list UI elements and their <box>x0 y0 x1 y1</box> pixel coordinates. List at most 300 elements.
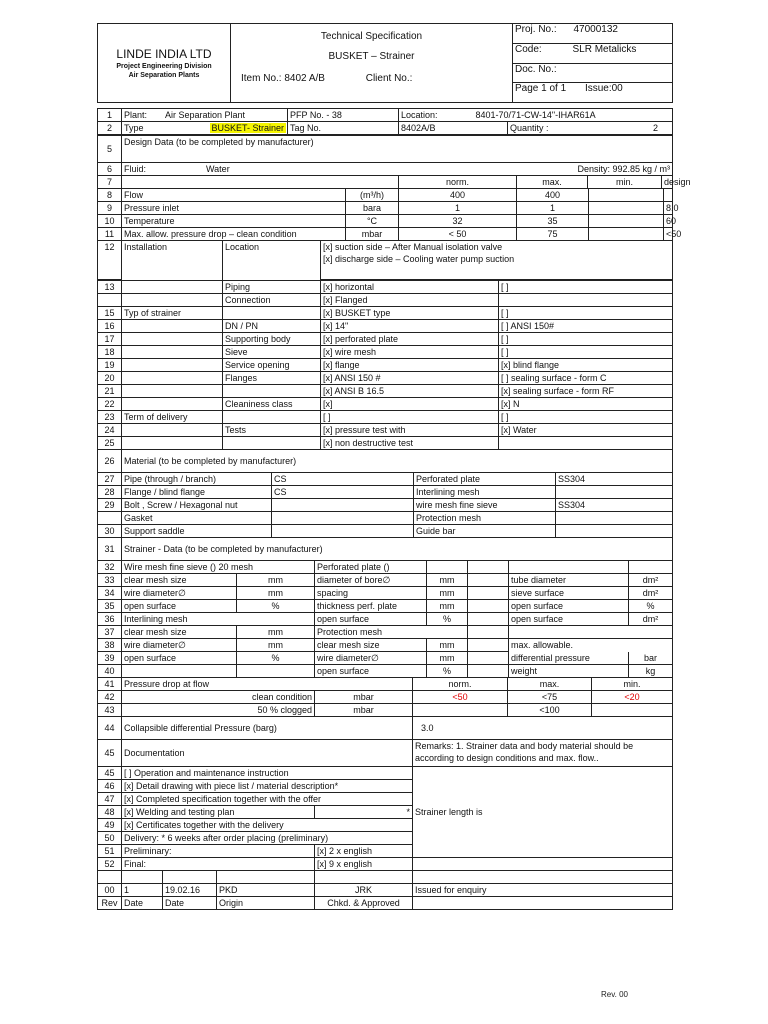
type-value: BUSKET- Strainer <box>211 123 285 133</box>
col-max: max. <box>508 678 592 691</box>
data-label: open surface <box>315 665 427 678</box>
data-unit: dm² <box>629 574 673 587</box>
material-part: Gasket <box>122 512 272 525</box>
material-value: CS <box>272 486 414 499</box>
data-label <box>509 626 673 639</box>
doc-item: Delivery: * 6 weeks after order placing (preliminary) <box>122 832 413 845</box>
strainer-item: Sieve <box>223 346 321 359</box>
origin-header: Origin <box>217 897 315 910</box>
strainer-option-b: [x] sealing surface - form RF <box>499 385 673 398</box>
strainer-option-a: [x] <box>321 398 499 411</box>
col-norm: norm. <box>399 176 517 189</box>
strainer-option-b: [x] blind flange <box>499 359 673 372</box>
data-unit: mm <box>237 626 315 639</box>
row-number: 32 <box>98 561 122 574</box>
strainer-option-a: [x] ANSI 150 # <box>321 372 499 385</box>
pd-max: <75 <box>508 691 592 704</box>
row-number: 42 <box>98 691 122 704</box>
location-label: Location <box>223 241 321 281</box>
data-label <box>509 561 629 574</box>
strainer-option-a: [x] ANSI B 16.5 <box>321 385 499 398</box>
col-min: min. <box>592 678 673 691</box>
pd-max: <100 <box>508 704 592 717</box>
strainer-group <box>122 333 223 346</box>
blank-cell <box>315 871 413 884</box>
strainer-item <box>223 411 321 424</box>
data-unit: mm <box>427 574 468 587</box>
data-label: Protection mesh <box>315 626 468 639</box>
title-block <box>231 24 513 103</box>
design-label: Max. allow. pressure drop – clean condition <box>122 228 346 241</box>
pd-unit: mbar <box>315 691 413 704</box>
row-number: 15 <box>98 307 122 320</box>
material-value <box>272 499 414 512</box>
pfp-no: PFP No. - 38 <box>288 109 399 122</box>
strainer-group <box>122 385 223 398</box>
row-number: 40 <box>98 665 122 678</box>
row-number: 43 <box>98 704 122 717</box>
data-unit <box>237 665 315 678</box>
material-value <box>272 512 414 525</box>
row-number: 52 <box>98 858 122 871</box>
row-number: 28 <box>98 486 122 499</box>
data-unit: mm <box>427 639 468 652</box>
col-design: design <box>662 176 673 189</box>
pd-norm: <50 <box>413 691 508 704</box>
location-options <box>321 241 673 280</box>
material-table <box>97 449 673 538</box>
documentation-label: Documentation <box>122 740 413 767</box>
data-unit: mm <box>427 652 468 665</box>
company-block <box>98 24 231 103</box>
strainer-item: Supporting body <box>223 333 321 346</box>
division-name: Project Engineering Division <box>116 63 212 70</box>
strainer-option-b: [ ] <box>499 411 673 424</box>
row-number: 6 <box>98 163 122 176</box>
blank-cell <box>122 281 223 294</box>
row-number: 18 <box>98 346 122 359</box>
strainer-item <box>223 437 321 450</box>
quantity-value: 2 <box>652 123 658 133</box>
design-norm: < 50 <box>399 228 517 241</box>
data-label: Perforated plate () <box>315 561 427 574</box>
data-label: open surface <box>315 613 427 626</box>
strainer-group <box>122 346 223 359</box>
plant-label: Plant: <box>124 110 148 120</box>
location-label: Location: <box>401 110 438 120</box>
design-design: 8.0 <box>664 202 673 215</box>
data-unit: % <box>629 600 673 613</box>
design-max: 75 <box>517 228 589 241</box>
material-value <box>556 512 673 525</box>
rev-header: Rev <box>98 897 122 910</box>
data-unit: mm <box>237 574 315 587</box>
row-number: 50 <box>98 832 122 845</box>
design-unit: bara <box>346 202 399 215</box>
preliminary-cell <box>122 845 315 858</box>
blank-cell <box>468 626 509 639</box>
blank-cell <box>468 665 509 678</box>
data-label: open surface <box>122 600 237 613</box>
tag-label: Tag No. <box>288 122 399 135</box>
tag-value: 8402A/B <box>399 122 508 135</box>
strainer-data-table <box>97 537 673 678</box>
pd-min <box>592 704 673 717</box>
plant-value: Air Separation Plant <box>165 110 246 120</box>
data-label: clear mesh size <box>315 639 427 652</box>
connection-option: [x] Flanged <box>321 294 499 307</box>
blank-cell <box>413 871 673 884</box>
remarks-line-1: Remarks: 1. Strainer data and body material should be <box>415 741 634 751</box>
design-norm: 32 <box>399 215 517 228</box>
strainer-option-b: [ ] <box>499 307 673 320</box>
row-number: 38 <box>98 639 122 652</box>
proj-value: 47000132 <box>573 24 618 35</box>
quantity-label: Quantity : <box>510 123 549 133</box>
strainer-item <box>223 385 321 398</box>
row-number: 17 <box>98 333 122 346</box>
preliminary-value: [x] 2 x english <box>315 845 413 858</box>
installation-table <box>97 240 673 450</box>
design-unit: mbar <box>346 228 399 241</box>
data-label: max. allowable. <box>509 639 673 652</box>
material-part: Flange / blind flange <box>122 486 272 499</box>
row-number: 23 <box>98 411 122 424</box>
revision-description: Issued for enquiry <box>413 884 673 897</box>
strainer-option-b: [x] N <box>499 398 673 411</box>
blank-cell <box>468 587 509 600</box>
material-part: Interlining mesh <box>414 486 556 499</box>
data-label: differential pressure <box>509 652 629 665</box>
data-unit: % <box>237 652 315 665</box>
plant-unit: Air Separation Plants <box>128 72 200 79</box>
strainer-group <box>122 437 223 450</box>
row-number: 22 <box>98 398 122 411</box>
data-label: wire diameter∅ <box>122 639 237 652</box>
material-part: Guide bar <box>414 525 556 538</box>
row-number: 16 <box>98 320 122 333</box>
data-label: Wire mesh fine sieve () 20 mesh <box>122 561 315 574</box>
documentation-table <box>97 716 673 871</box>
remarks-line-2: according to design conditions and max. flow.. <box>415 753 599 763</box>
design-values-table <box>97 188 682 241</box>
code-cell <box>513 43 673 63</box>
location-value: 8401-70/71-CW-14"-IHAR61A <box>475 110 596 120</box>
material-heading: Material (to be completed by manufacturer) <box>122 450 673 473</box>
row-number: 37 <box>98 626 122 639</box>
data-unit: % <box>237 600 315 613</box>
code-value: SLR Metalicks <box>572 43 637 55</box>
type-cell <box>122 122 288 135</box>
company-name: LINDE INDIA LTD <box>116 47 212 61</box>
header-table <box>97 23 673 103</box>
doc-subtitle: BUSKET – Strainer <box>328 51 415 62</box>
density-value: Density: 992.85 kg / m³ <box>517 163 673 176</box>
doc-item: [ ] Operation and maintenance instruction <box>122 767 413 780</box>
strainer-item: Cleaniness class <box>223 398 321 411</box>
data-label: open surface <box>122 652 237 665</box>
design-min <box>589 189 664 202</box>
blank-cell <box>468 639 509 652</box>
strainer-option-a: [ ] <box>321 411 499 424</box>
material-value: SS304 <box>556 499 673 512</box>
material-value <box>272 525 414 538</box>
data-unit: dm² <box>629 613 673 626</box>
data-label: tube diameter <box>509 574 629 587</box>
location-option-1: [x] suction side – After Manual isolation valve <box>323 242 503 252</box>
row-number: 10 <box>98 215 122 228</box>
date-value: 1 <box>122 884 163 897</box>
pressure-drop-table <box>97 677 673 717</box>
row-number: 29 <box>98 499 122 512</box>
checked-value: JRK <box>315 884 413 897</box>
doc-type: Technical Specification <box>320 31 423 42</box>
row-number: 9 <box>98 202 122 215</box>
strainer-option-b: [x] Water <box>499 424 673 437</box>
row-number: 21 <box>98 385 122 398</box>
strainer-option-a: [x] wire mesh <box>321 346 499 359</box>
data-unit: dm² <box>629 587 673 600</box>
blank-cell <box>499 294 673 307</box>
material-part: Protection mesh <box>414 512 556 525</box>
strainer-length: Strainer length is <box>413 767 673 858</box>
strainer-item: Tests <box>223 424 321 437</box>
doc-mark: * <box>315 806 413 819</box>
design-min <box>589 228 664 241</box>
date-header: Date <box>163 897 217 910</box>
material-value <box>556 486 673 499</box>
data-unit: mm <box>237 639 315 652</box>
design-data-table <box>97 135 691 189</box>
doc-no-label: Doc. No.: <box>515 63 557 75</box>
col-min: min. <box>588 176 662 189</box>
final-value: [x] 9 x english <box>315 858 413 871</box>
design-unit: °C <box>346 215 399 228</box>
type-label: Type <box>124 123 144 133</box>
design-min <box>589 202 664 215</box>
strainer-option-a: [x] flange <box>321 359 499 372</box>
data-label: open surface <box>509 600 629 613</box>
row-number: 26 <box>98 450 122 473</box>
blank-cell <box>468 600 509 613</box>
row-number: 45 <box>98 767 122 780</box>
fluid-cell <box>122 163 517 176</box>
client-no: Client No.: <box>365 73 413 84</box>
design-design: <50 <box>664 228 673 241</box>
piping-option-b: [ ] <box>499 281 673 294</box>
data-unit: bar <box>629 652 673 665</box>
blank-cell <box>468 561 509 574</box>
strainer-item <box>223 307 321 320</box>
row-number: 33 <box>98 574 122 587</box>
row-number: 5 <box>98 136 122 163</box>
strainer-option-b: [ ] <box>499 346 673 359</box>
row-number: 19 <box>98 359 122 372</box>
material-value <box>556 525 673 538</box>
general-table <box>97 108 673 135</box>
preliminary-label: Preliminary: <box>124 846 172 856</box>
row-number: 36 <box>98 613 122 626</box>
data-label: clear mesh size <box>122 626 237 639</box>
date-header: Date <box>122 897 163 910</box>
pd-min: <20 <box>592 691 673 704</box>
blank-cell <box>122 176 399 189</box>
design-design <box>664 189 673 202</box>
row-number: 2 <box>98 122 122 135</box>
final-label: Final: <box>122 858 315 871</box>
collapsible-pressure-label: Collapsible differential Pressure (barg) <box>122 717 413 740</box>
data-unit: mm <box>427 600 468 613</box>
blank-cell <box>163 871 217 884</box>
pd-unit: mbar <box>315 704 413 717</box>
design-max: 1 <box>517 202 589 215</box>
location-cell <box>399 109 673 122</box>
item-no: Item No.: 8402 A/B <box>241 73 325 84</box>
design-unit: (m³/h) <box>346 189 399 202</box>
strainer-group <box>122 424 223 437</box>
data-label: diameter of bore∅ <box>315 574 427 587</box>
proj-no-cell <box>513 24 673 44</box>
strainer-option-b: [ ] ANSI 150# <box>499 320 673 333</box>
strainer-option-a: [x] perforated plate <box>321 333 499 346</box>
row-number: 46 <box>98 780 122 793</box>
material-part: Bolt , Screw / Hexagonal nut <box>122 499 272 512</box>
row-number: 35 <box>98 600 122 613</box>
data-label: weight <box>509 665 629 678</box>
design-label: Temperature <box>122 215 346 228</box>
data-label: spacing <box>315 587 427 600</box>
date-value: 19.02.16 <box>163 884 217 897</box>
material-part: Pipe (through / branch) <box>122 473 272 486</box>
issue-label: Issue:00 <box>584 83 623 95</box>
specification-sheet <box>97 23 691 910</box>
blank-cell <box>413 897 673 910</box>
origin-value: PKD <box>217 884 315 897</box>
blank-cell <box>98 871 122 884</box>
row-number: 47 <box>98 793 122 806</box>
row-number: 7 <box>98 176 122 189</box>
piping-option-a: [x] horizontal <box>321 281 499 294</box>
connection-label: Connection <box>223 294 321 307</box>
row-number: 20 <box>98 372 122 385</box>
code-label: Code: <box>515 43 542 55</box>
row-number: 51 <box>98 845 122 858</box>
design-norm: 1 <box>399 202 517 215</box>
row-number <box>98 294 122 307</box>
doc-item: [x] Welding and testing plan <box>122 806 315 819</box>
design-min <box>589 215 664 228</box>
design-max: 400 <box>517 189 589 202</box>
doc-item: [x] Completed specification together with the offer <box>122 793 413 806</box>
material-value: CS <box>272 473 414 486</box>
strainer-group <box>122 372 223 385</box>
design-label: Pressure inlet <box>122 202 346 215</box>
page-cell <box>513 83 673 103</box>
pd-norm <box>413 704 508 717</box>
blank-cell <box>468 613 509 626</box>
strainer-data-heading: Strainer - Data (to be completed by manufacturer) <box>122 538 673 561</box>
doc-item: [x] Detail drawing with piece list / material description* <box>122 780 413 793</box>
blank-cell <box>122 294 223 307</box>
row-number: 48 <box>98 806 122 819</box>
data-unit: % <box>427 665 468 678</box>
row-number: 44 <box>98 717 122 740</box>
material-part: Perforated plate <box>414 473 556 486</box>
data-unit: mm <box>427 587 468 600</box>
row-number <box>98 512 122 525</box>
row-number: 12 <box>98 241 122 280</box>
strainer-option-a: [x] 14" <box>321 320 499 333</box>
strainer-item: Flanges <box>223 372 321 385</box>
doc-item: [x] Certificates together with the delivery <box>122 819 413 832</box>
strainer-option-b: [ ] sealing surface - form C <box>499 372 673 385</box>
collapsible-pressure-value: 3.0 <box>413 717 673 740</box>
blank-cell <box>468 652 509 665</box>
row-number: 25 <box>98 437 122 450</box>
data-unit: % <box>427 613 468 626</box>
strainer-group <box>122 320 223 333</box>
design-max: 35 <box>517 215 589 228</box>
design-label: Flow <box>122 189 346 202</box>
proj-label: Proj. No.: <box>515 24 557 35</box>
material-value: SS304 <box>556 473 673 486</box>
quantity-cell <box>508 122 673 135</box>
data-label: sieve surface <box>509 587 629 600</box>
col-norm: norm. <box>413 678 508 691</box>
row-number: 34 <box>98 587 122 600</box>
design-design: 60 <box>664 215 673 228</box>
row-number: 41 <box>98 678 122 691</box>
strainer-group <box>122 398 223 411</box>
remarks-cell <box>413 740 673 767</box>
piping-label: Piping <box>223 281 321 294</box>
fluid-value: Water <box>206 164 230 174</box>
data-unit <box>629 561 673 574</box>
row-number: 13 <box>98 281 122 294</box>
strainer-item: Service opening <box>223 359 321 372</box>
strainer-option-a: [x] pressure test with <box>321 424 499 437</box>
page-label: Page 1 of 1 <box>515 83 567 95</box>
material-part: Support saddle <box>122 525 272 538</box>
row-number: 27 <box>98 473 122 486</box>
installation-label: Installation <box>122 241 223 281</box>
clogged-label: 50 % clogged <box>122 704 315 717</box>
blank-cell <box>217 871 315 884</box>
data-unit: kg <box>629 665 673 678</box>
col-max: max. <box>517 176 588 189</box>
location-option-2: [x] discharge side – Cooling water pump suction <box>323 254 515 264</box>
row-number: 1 <box>98 109 122 122</box>
row-number: 8 <box>98 189 122 202</box>
row-number: 24 <box>98 424 122 437</box>
strainer-option-a: [x] BUSKET type <box>321 307 499 320</box>
material-part: wire mesh fine sieve <box>414 499 556 512</box>
strainer-item: DN / PN <box>223 320 321 333</box>
checked-header: Chkd. & Approved <box>315 897 413 910</box>
data-label: thickness perf. plate <box>315 600 427 613</box>
fluid-label: Fluid: <box>124 164 147 174</box>
row-number: 39 <box>98 652 122 665</box>
data-label: Interlining mesh <box>122 613 315 626</box>
strainer-option-b <box>499 437 673 450</box>
blank-cell <box>122 871 163 884</box>
plant-cell <box>122 109 288 122</box>
design-data-heading: Design Data (to be completed by manufacturer) <box>122 136 673 163</box>
footer-revision: Rev. 00 <box>601 990 628 999</box>
revision-table <box>97 870 673 910</box>
data-label <box>122 665 237 678</box>
pressure-drop-label: Pressure drop at flow <box>122 678 413 691</box>
